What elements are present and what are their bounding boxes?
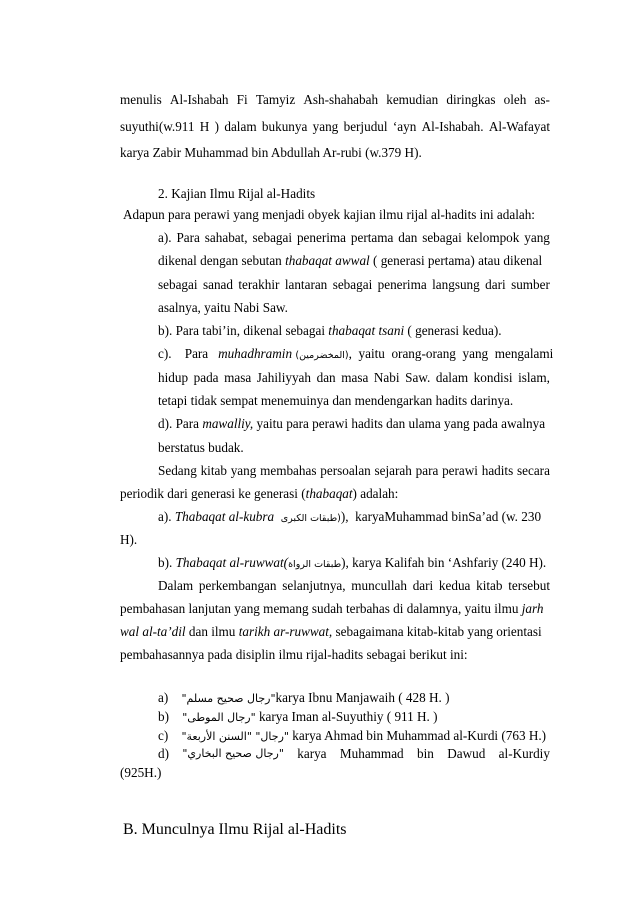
term-jarh: jarh [521,601,544,616]
arabic-thabaqat-ruwat: طبقات الرواة [288,559,342,570]
intro-line-2: suyuthi(w.911 H ) dalam bukunya yang berjudul ‘ayn Al-Ishabah. Al-Wafayat [120,119,550,134]
intro-line-3: karya Zabir Muhammad bin Abdullah Ar-rubi (w.379 H). [120,145,422,160]
term-thabaqat-al-ruwwat: Thabaqat al-ruwwat( [175,555,289,570]
item-c-line-3: tetapi tidak sempat menemuinya dan mendengarkan hadits darinya. [158,393,514,408]
item-c-line-1: c). Para muhadhramin (المخضرمين), yaitu orang-orang yang mengalami [158,346,554,361]
term-wal-al-tadil: wal al-ta’dil [120,624,186,639]
item-d-line-2: berstatus budak. [158,440,244,455]
item-a-line-3: sebagai sanad terakhir lantaran sebagai penerima langsung dari sumber [158,277,550,292]
term-thabaqat-awwal: thabaqat awwal [285,253,370,268]
para-dalam-line-1: Dalam perkembangan selanjutnya, muncullah dari kedua kitab tersebut [158,578,550,593]
arabic-title: "رجال صحيح البخاري" [182,747,284,760]
term-mawalliy: mawalliy, [202,416,254,431]
para-dalam-line-4: pembahasannya pada disiplin ilmu rijal-hadits sebagai berikut ini: [120,647,468,662]
item-a-line-2: dikenal dengan sebutan thabaqat awwal ( generasi pertama) atau dikenal [158,253,543,268]
list-item-continuation: (925H.) [120,765,162,780]
kitab-a-line-2: H). [120,532,138,547]
para-sedang-line-2: periodik dari generasi ke generasi (thabaqat) adalah: [120,486,399,501]
arabic-title: "رجال صحيح مسلم" [181,692,276,705]
term-thabaqat-tsani: thabaqat tsani [328,323,405,338]
term-thabaqat-al-kubra: Thabaqat al-kubra [174,509,275,524]
list-item: b) "رجال الموطى" karya Iman al-Suyuthiy ( 911 H. ) [158,709,438,724]
arabic-title: "رجال الموطى" [182,711,256,724]
list-item: d) "رجال صحيح البخاري" karya Muhammad bin Dawud al-Kurdiy [158,746,550,761]
term-tarikh-ar-ruwwat: tarikh ar-ruwwat, [238,624,333,639]
intro-line-1: menulis Al-Ishabah Fi Tamyiz Ash-shahabah kemudian diringkas oleh as- [120,92,550,107]
list-item: c) "رجال" "السنن الأربعة" karya Ahmad bin Muhammad al-Kurdi (763 H.) [158,728,547,743]
list-item: a) "رجال صحيح مسلم"karya Ibnu Manjawaih ( 428 H. ) [158,690,450,705]
kitab-a-line-1: a). Thabaqat al-kubra (طبقات الكبرى), karyaMuhammad binSa’ad (w. 230 [158,509,542,524]
section-2-lead: Adapun para perawi yang menjadi obyek kajian ilmu rijal al-hadits ini adalah: [123,207,535,222]
kitab-b: b). Thabaqat al-ruwwat(طبقات الرواة), karya Kalifah bin ‘Ashfariy (240 H). [158,555,547,570]
section-2-heading: 2. Kajian Ilmu Rijal al-Hadits [158,186,316,201]
arabic-muhadhramin: (المخضرمين) [295,350,349,361]
para-dalam-line-3: wal al-ta’dil dan ilmu tarikh ar-ruwwat, sebagaimana kitab-kitab yang orientasi [120,624,542,639]
arabic-thabaqat-kubra: (طبقات الكبرى [280,513,341,524]
term-muhadhramin: muhadhramin [218,346,293,361]
term-thabaqat: thabaqat [305,486,353,501]
item-c-line-2: hidup pada masa Jahiliyyah dan masa Nabi Saw. dalam kondisi islam, [158,370,550,385]
section-b-heading: B. Munculnya Ilmu Rijal al-Hadits [123,821,347,838]
item-a-line-1: a). Para sahabat, sebagai penerima pertama dan sebagai kelompok yang [158,230,550,245]
item-b: b). Para tabi’in, dikenal sebagai thabaqat tsani ( generasi kedua). [158,323,502,338]
item-d-line-1: d). Para mawalliy, yaitu para perawi hadits dan ulama yang pada awalnya [158,416,546,431]
para-sedang-line-1: Sedang kitab yang membahas persoalan sejarah para perawi hadits secara [158,463,550,478]
arabic-title: "رجال" "السنن الأربعة" [181,730,289,743]
para-dalam-line-2: pembahasan lanjutan yang memang sudah terbahas di dalamnya, yaitu ilmu jarh [120,601,544,616]
item-a-line-4: asalnya, yaitu Nabi Saw. [158,300,288,315]
